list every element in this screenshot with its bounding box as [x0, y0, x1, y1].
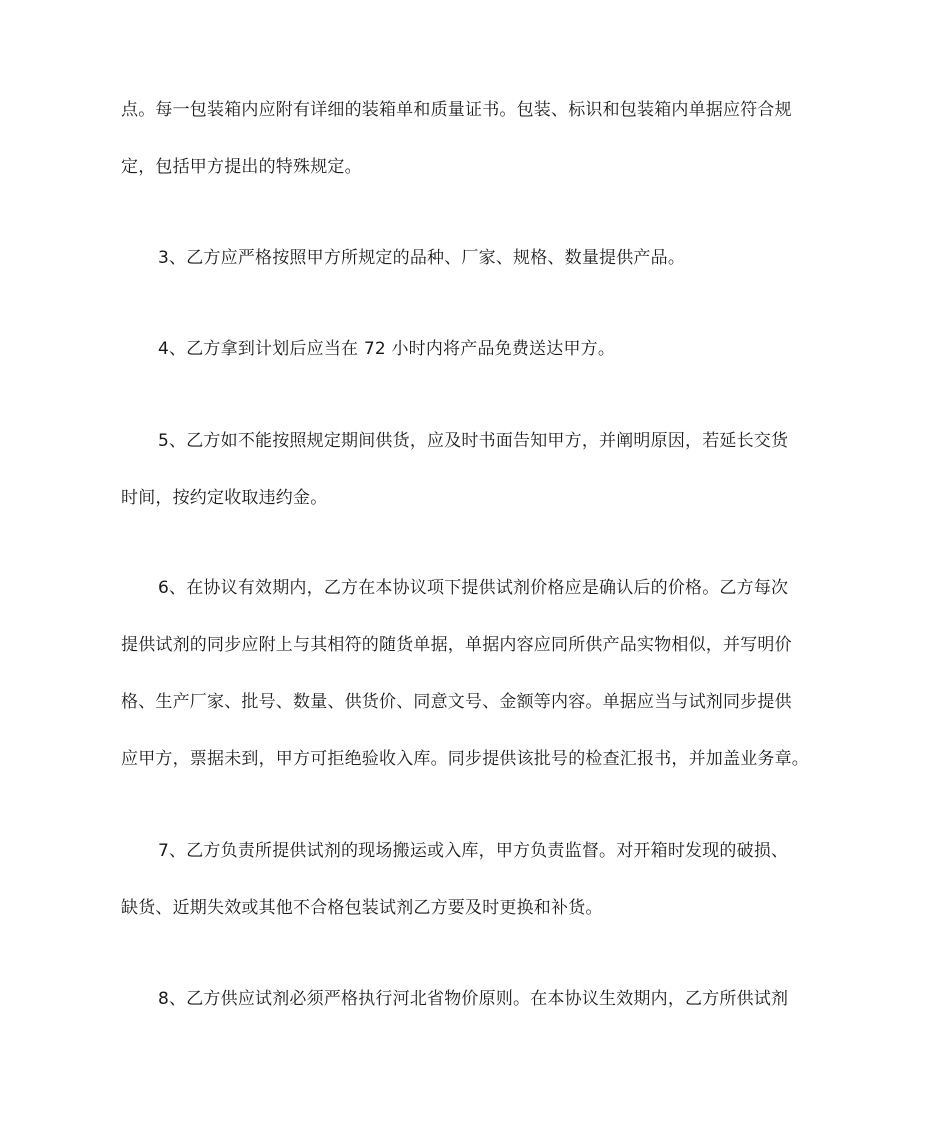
text-line: 提供试剂的同步应附上与其相符的随货单据，单据内容应同所供产品实物相似，并写明价 — [121, 635, 792, 655]
text-line: 定，包括甲方提出的特殊规定。 — [121, 157, 362, 177]
text-line: 时间，按约定收取违约金。 — [121, 488, 328, 508]
text-line: 7、乙方负责所提供试剂的现场搬运或入库，甲方负责监督。对开箱时发现的破损、 — [158, 841, 789, 861]
text-line: 点。每一包装箱内应附有详细的装箱单和质量证书。包装、标识和包装箱内单据应符合规 — [121, 100, 792, 120]
text-line: 格、生产厂家、批号、数量、供货价、同意文号、金额等内容。单据应当与试剂同步提供 — [121, 692, 792, 712]
text-line: 缺货、近期失效或其他不合格包装试剂乙方要及时更换和补货。 — [121, 898, 603, 918]
text-line: 3、乙方应严格按照甲方所规定的品种、厂家、规格、数量提供产品。 — [158, 248, 686, 268]
text-line: 6、在协议有效期内，乙方在本协议项下提供试剂价格应是确认后的价格。乙方每次 — [158, 578, 789, 598]
text-line: 应甲方，票据未到，甲方可拒绝验收入库。同步提供该批号的检查汇报书，并加盖业务章。 — [121, 749, 809, 769]
text-line: 4、乙方拿到计划后应当在 72 小时内将产品免费送达甲方。 — [158, 339, 616, 359]
text-line: 5、乙方如不能按照规定期间供货，应及时书面告知甲方，并阐明原因，若延长交货 — [158, 431, 789, 451]
text-line: 8、乙方供应试剂必须严格执行河北省物价原则。在本协议生效期内，乙方所供试剂 — [158, 989, 789, 1009]
